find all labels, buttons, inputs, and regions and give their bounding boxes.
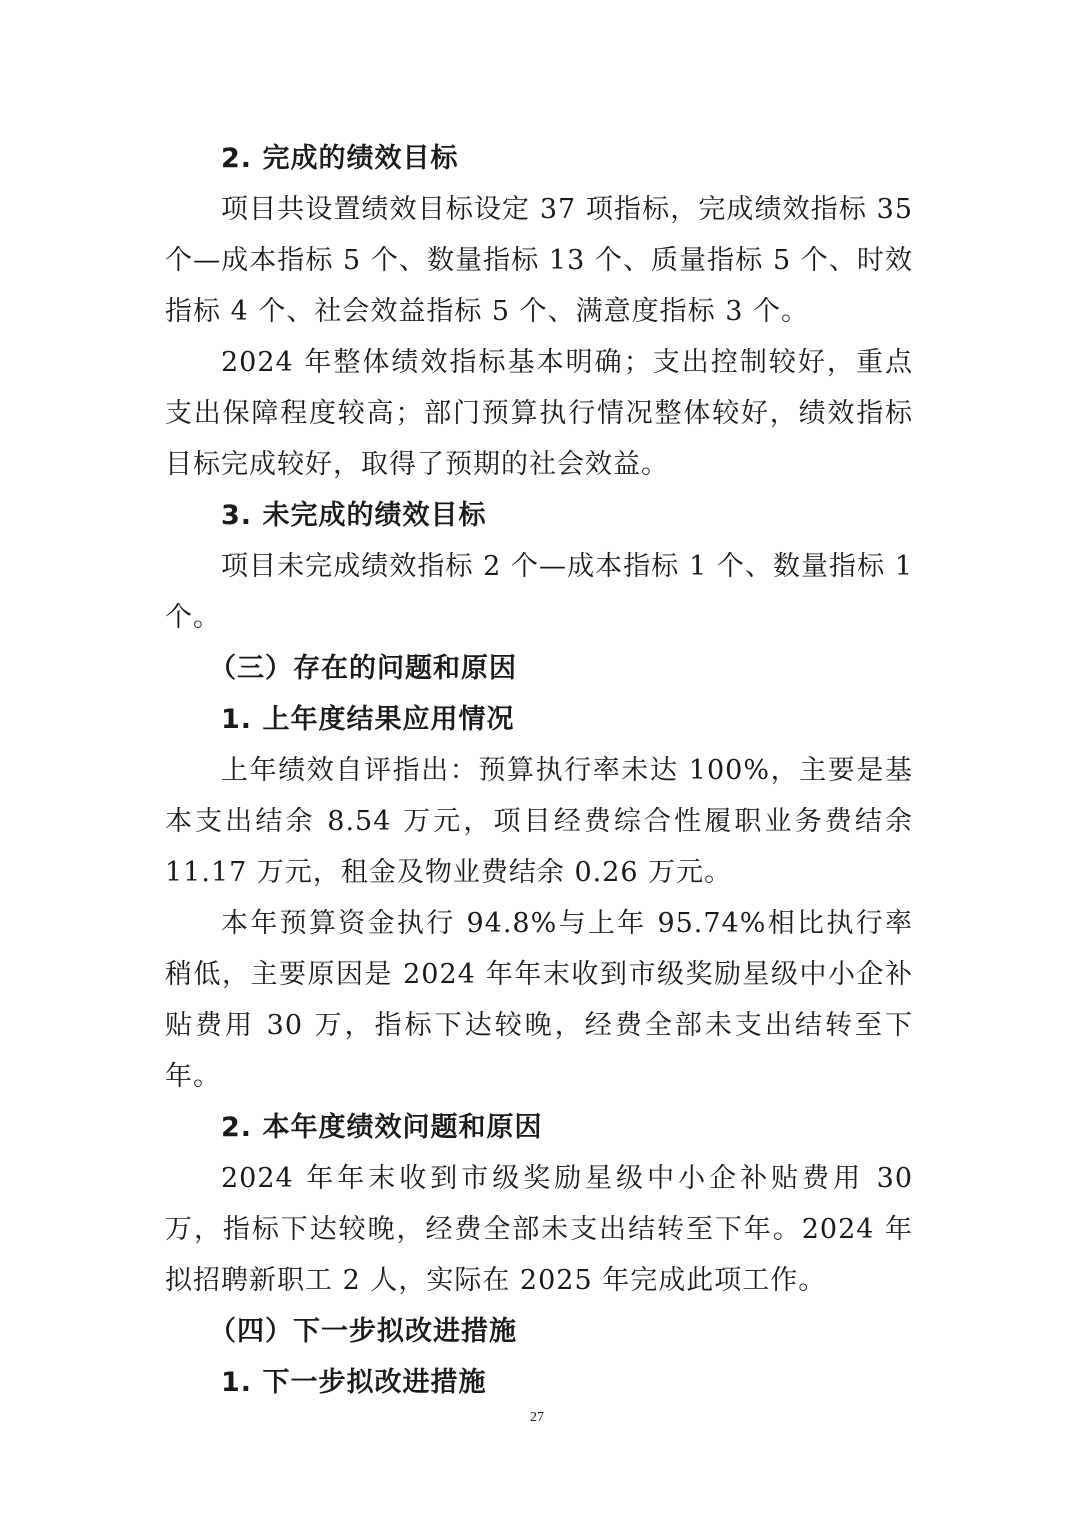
- heading-completed-goals: 2. 完成的绩效目标: [221, 143, 459, 174]
- heading-previous-year-results: 1. 上年度结果应用情况: [221, 704, 515, 735]
- heading-uncompleted-goals: 3. 未完成的绩效目标: [221, 500, 487, 531]
- page-body: [165, 133, 913, 1408]
- paragraph-execution-rate: 本年预算资金执行 94.8%与上年 95.74%相比执行率稍低，主要原因是 2024 年年末收到市级奖励星级中小企补贴费用 30 万，指标下达较晚，经费全部未支出结转至下年。: [165, 908, 913, 1092]
- heading-problems-and-causes: （三）存在的问题和原因: [209, 653, 517, 684]
- paragraph-overall-performance: 2024 年整体绩效指标基本明确；支出控制较好，重点支出保障程度较高；部门预算执行情况整体较好，绩效指标目标完成较好，取得了预期的社会效益。: [165, 347, 913, 480]
- page-number: 27: [530, 1410, 544, 1425]
- paragraph-uncompleted-indicators: 项目未完成绩效指标 2 个—成本指标 1 个、数量指标 1 个。: [165, 551, 913, 633]
- paragraph-indicator-summary: 项目共设置绩效目标设定 37 项指标，完成绩效指标 35 个—成本指标 5 个、数量指标 13 个、质量指标 5 个、时效指标 4 个、社会效益指标 5 个、满意度指标 3 个。: [165, 194, 913, 327]
- heading-next-steps: （四）下一步拟改进措施: [209, 1316, 517, 1347]
- paragraph-previous-year-review: 上年绩效自评指出：预算执行率未达 100%，主要是基本支出结余 8.54 万元，项目经费综合性履职业务费结余 11.17 万元，租金及物业费结余 0.26 万元。: [165, 755, 913, 888]
- heading-current-year-issues: 2. 本年度绩效问题和原因: [221, 1112, 543, 1143]
- paragraph-current-year-issues: 2024 年年末收到市级奖励星级中小企补贴费用 30 万，指标下达较晚，经费全部未支出结转至下年。2024 年拟招聘新职工 2 人，实际在 2025 年完成此项工作。: [165, 1163, 913, 1296]
- heading-next-step-measures: 1. 下一步拟改进措施: [221, 1367, 487, 1398]
